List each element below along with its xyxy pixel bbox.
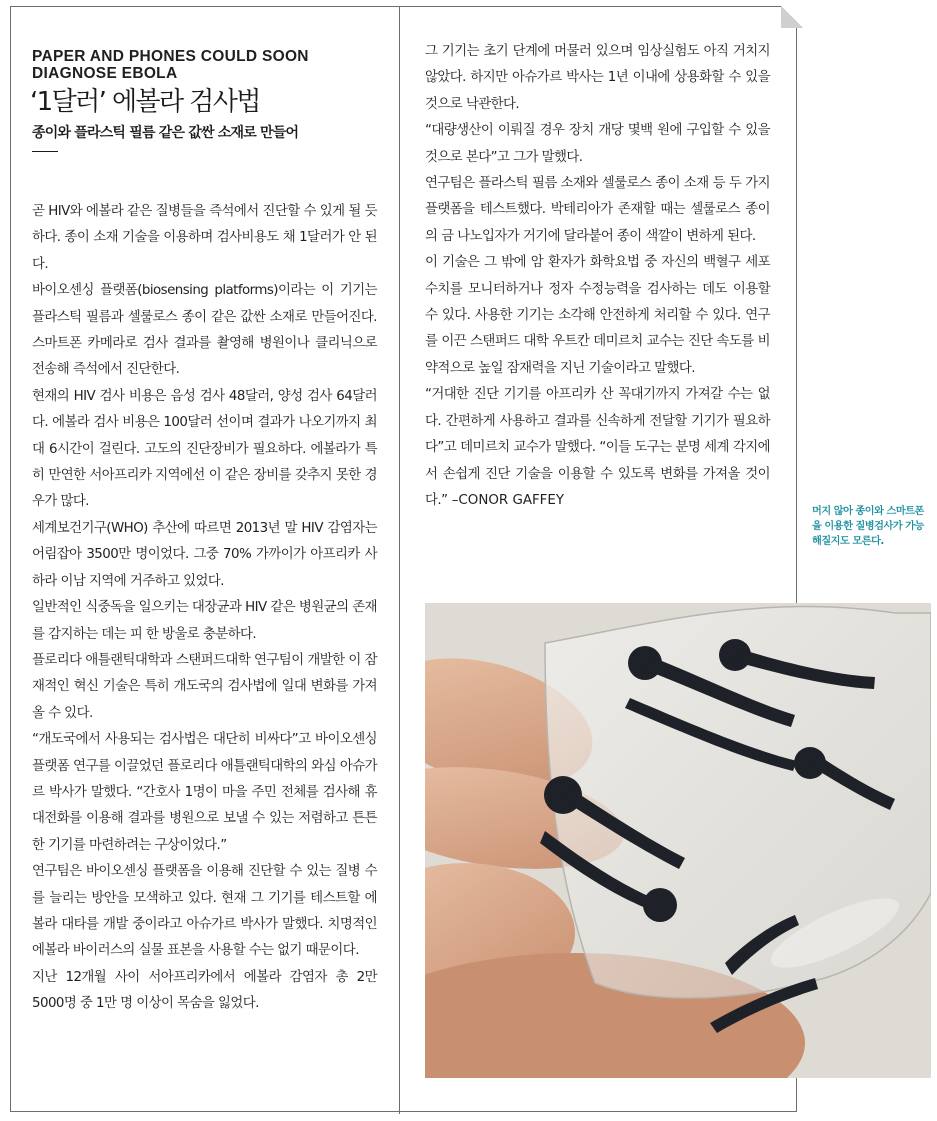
paragraph: “거대한 진단 기기를 아프리카 산 꼭대기까지 가져갈 수는 없다. 간편하게 사용하고 결과를 신속하게 전달할 기기가 필요하다”고 데미르치 교수가 말했다. “이들 도구는 분명 세계 각지에서 손쉽게 진단 기술을 이용할 수 있도록 변화를 가져올 것이다.”	[425, 387, 770, 508]
headline-rule	[32, 151, 58, 152]
paragraph: 연구팀은 플라스틱 필름 소재와 셀룰로스 종이 소재 등 두 가지 플랫폼을 테스트했다. 박테리아가 존재할 때는 셀룰로스 종이의 금 나노입자가 거기에 달라붙어 종이 색깔이 변하게 된다.	[425, 176, 770, 244]
page-fold-corner	[781, 6, 803, 28]
headline-korean: ‘1달러’ 에볼라 검사법	[30, 87, 260, 117]
paragraph: “개도국에서 사용되는 검사법은 대단히 비싸다”고 바이오센싱 플랫폼 연구를 이끌었던 플로리다 애틀랜틱대학의 와심 아슈가르 박사가 말했다. “간호사 1명이 마을 주민 전체를 검사해 휴대전화를 이용해 결과를 병원으로 보낼 수 있는 저렴하고 튼튼한 기기를 마련하려는 구상이었다.”	[32, 732, 377, 853]
paragraph: “대량생산이 이뤄질 경우 장치 개당 몇백 원에 구입할 수 있을 것으로 본다”고 그가 말했다.	[425, 123, 770, 165]
paragraph: 세계보건기구(WHO) 추산에 따르면 2013년 말 HIV 감염자는 어림잡아 3500만 명이었다. 그중 70% 가까이가 아프리카 사하라 이남 지역에 거주하고 있었다.	[32, 520, 377, 589]
paragraph: 이 기술은 그 밖에 암 환자가 화학요법 중 자신의 백혈구 세포 수치를 모니터하거나 정자 수정능력을 검사하는 데도 이용할 수 있다. 사용한 기기는 소각해 안전하게 처리할 수 있다. 연구를 이끈 스탠퍼드 대학 우트칸 데미르치 교수는 진단 속도를 비약적으로 높일 잠재력을 지닌 기술이라고 말했다.	[425, 255, 770, 376]
column-divider	[399, 6, 400, 1114]
paragraph: 현재의 HIV 검사 비용은 음성 검사 48달러, 양성 검사 64달러다. 에볼라 검사 비용은 100달러 선이며 결과가 나오기까지 최대 6시간이 걸린다. 고도의 진단장비가 필요하다. 에볼라가 특히 만연한 서아프리카 지역에선 이 같은 장비를 갖추지 못한 경우가 많다.	[32, 388, 377, 510]
paragraph: 일반적인 식중독을 일으키는 대장균과 HIV 같은 병원균의 존재를 감지하는 데는 피 한 방울로 충분하다.	[32, 600, 377, 642]
paragraph: 곧 HIV와 에볼라 같은 질병들을 즉석에서 진단할 수 있게 될 듯하다. 종이 소재 기술을 이용하며 검사비용도 채 1달러가 안 된다.	[32, 204, 377, 272]
byline: –CONOR GAFFEY	[447, 492, 565, 508]
subheadline: 종이와 플라스틱 필름 같은 값싼 소재로 만들어	[32, 125, 299, 141]
article-left-column	[32, 199, 377, 1018]
headline-english: PAPER AND PHONES COULD SOON DIAGNOSE EBOLA	[32, 48, 309, 82]
paragraph-with-byline	[425, 382, 770, 514]
article-right-column	[425, 39, 770, 514]
paragraph: 지난 12개월 사이 서아프리카에서 에볼라 감염자 총 2만 5000명 중 1만 명 이상이 목숨을 잃었다.	[32, 969, 377, 1012]
photo-caption: 머지 않아 종이와 스마트폰을 이용한 질병검사가 가능해질지도 모른다.	[812, 506, 924, 547]
paragraph: 바이오센싱 플랫폼(biosensing platforms)이라는 이 기기는 플라스틱 필름과 셀룰로스 종이 같은 값싼 소재로 만들어진다. 스마트폰 카메라로 검사 결과를 촬영해 병원이나 클리닉으로 전송해 즉석에서 진단한다.	[32, 283, 377, 378]
paragraph: 그 기기는 초기 단계에 머물러 있으며 임상실험도 아직 거치지 않았다. 하지만 아슈가르 박사는 1년 이내에 상용화할 수 있을 것으로 낙관한다.	[425, 44, 770, 112]
paragraph: 연구팀은 바이오센싱 플랫폼을 이용해 진단할 수 있는 질병 수를 늘리는 방안을 모색하고 있다. 현재 그 기기를 테스트할 에볼라 대타를 개발 중이라고 아슈가르 박사가 말했다. 치명적인 에볼라 바이러스의 실물 표본을 사용할 수는 없기 때문이다.	[32, 864, 377, 959]
paragraph: 플로리다 애틀랜틱대학과 스탠퍼드대학 연구팀이 개발한 이 잠재적인 혁신 기술은 특히 개도국의 검사법에 일대 변화를 가져올 수 있다.	[32, 652, 377, 721]
sensor-film-illustration	[425, 603, 931, 1078]
sensor-film-photo	[425, 603, 931, 1078]
